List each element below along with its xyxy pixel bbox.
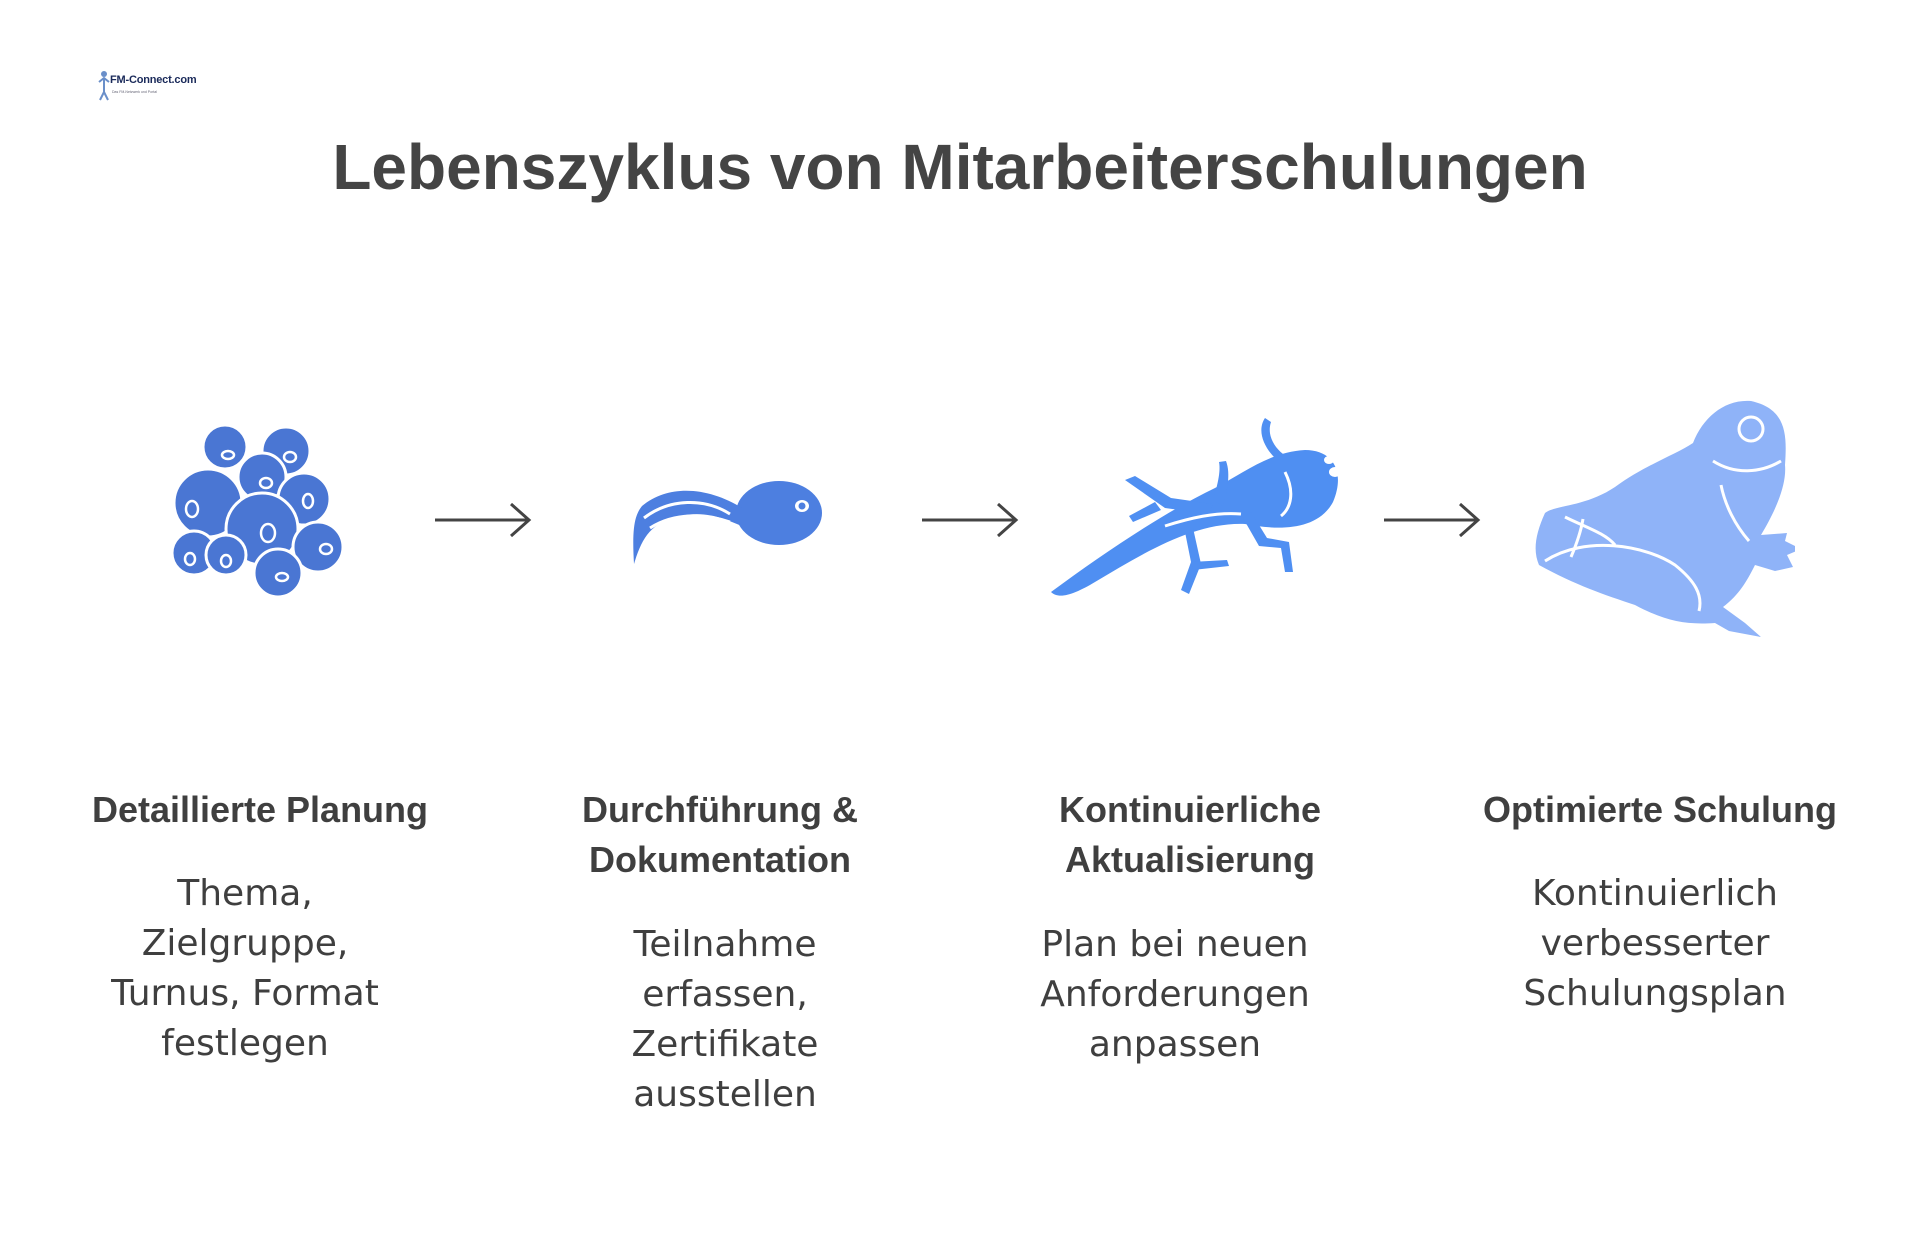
stage-title-1: Detaillierte Planung [91, 789, 429, 830]
arrow-right-icon [920, 500, 1020, 540]
logo-text: FM-Connect.com [110, 74, 197, 86]
stage-title-2: Durchführung & Dokumentation [582, 789, 858, 880]
page-title: Lebenszyklus von Mitarbeiterschulungen [332, 131, 1588, 203]
frog-eggs-icon [170, 425, 350, 605]
stage-description-3: Plan bei neuen Anforderungen anpassen [1040, 924, 1310, 1065]
stage-description-4: Kontinuierlich verbesserter Schulungsplan [1523, 873, 1787, 1014]
stage-description-1: Thema, Zielgruppe, Turnus, Format festlegen [111, 873, 379, 1064]
stage-description-2: Teilnahme erfassen, Zertifikate ausstellen [631, 924, 819, 1115]
froglet-icon [1045, 412, 1345, 612]
stage-title-3: Kontinuierliche Aktualisierung [1058, 789, 1322, 880]
logo [96, 66, 197, 110]
stage-title-4: Optimierte Schulung [1482, 789, 1838, 830]
logo-subtext: Das FM-Netzwerk und Portal [112, 90, 157, 94]
tadpole-icon [630, 478, 825, 568]
arrow-right-icon [433, 500, 533, 540]
arrow-right-icon [1382, 500, 1482, 540]
frog-icon [1525, 395, 1795, 655]
